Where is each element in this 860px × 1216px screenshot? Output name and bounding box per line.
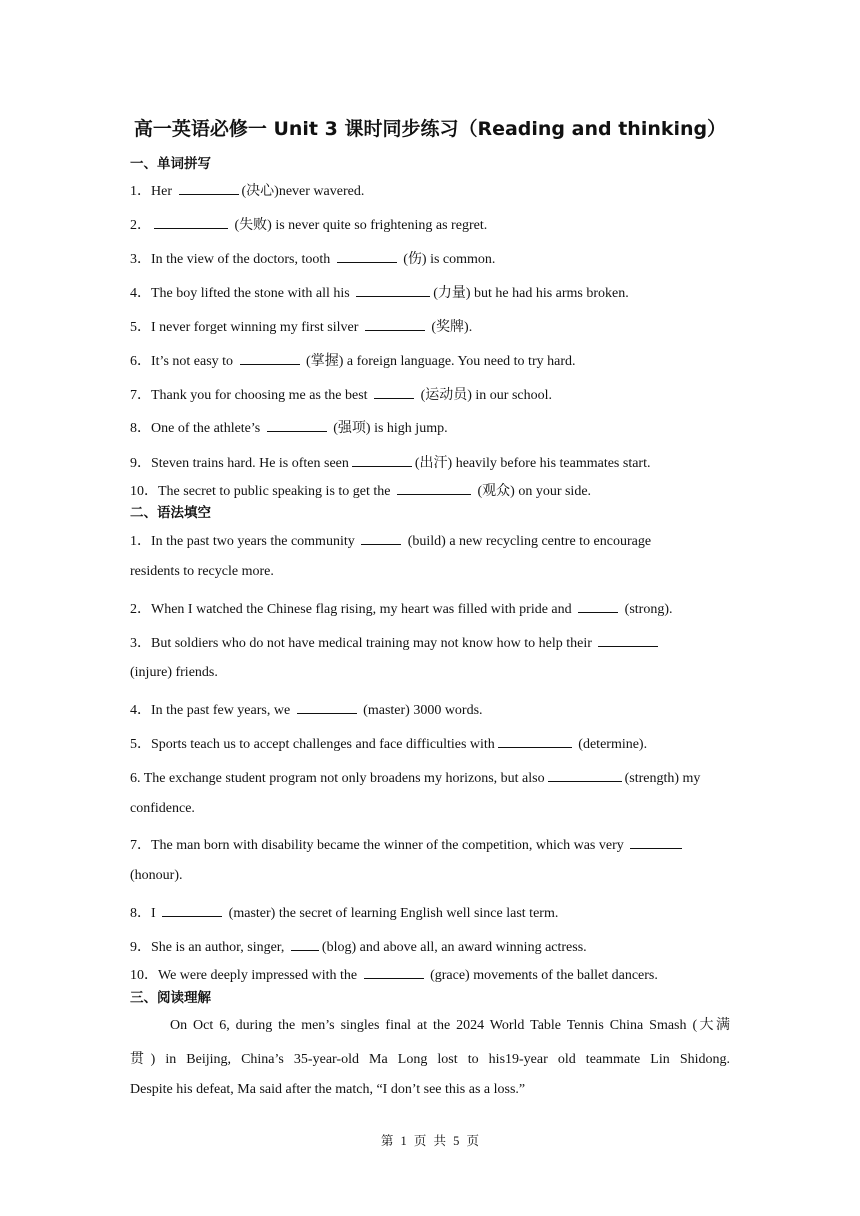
question-line: (honour). [130,868,183,883]
question-line: 5．I never forget winning my first silver (奖牌). [130,316,730,336]
question-line: 10．The secret to public speaking is to get the (观众) on your side. [130,480,730,500]
answer-blank[interactable] [374,384,414,399]
question-line: 10．We were deeply impressed with the (grace) movements of the ballet dancers. [130,964,730,984]
answer-blank[interactable] [240,350,300,365]
section-heading-grammar: 二、语法填空 [130,505,211,521]
answer-blank[interactable] [337,248,397,263]
question-line: 8．One of the athlete’s (强项) is high jump. [130,417,730,437]
question-line: 5．Sports teach us to accept challenges and face difficulties with (determine). [130,733,730,753]
answer-blank[interactable] [162,902,222,917]
question-line: residents to recycle more. [130,564,274,579]
question-line: 8．I (master) the secret of learning English well since last term. [130,902,730,922]
answer-blank[interactable] [365,316,425,331]
question-line: 2．When I watched the Chinese flag rising, my heart was filled with pride and (strong). [130,598,730,618]
answer-blank[interactable] [297,699,357,714]
passage-line: 贯) in Beijing, China’s 35-year-old Ma Long lost to his19-year old teammate Lin Shidong. [130,1052,730,1067]
question-line: 3．But soldiers who do not have medical training may not know how to help their [130,632,730,652]
question-line: 4．In the past few years, we (master) 3000 words. [130,699,730,719]
answer-blank[interactable] [356,282,430,297]
section-heading-reading: 三、阅读理解 [130,990,211,1006]
question-line: confidence. [130,801,195,816]
answer-blank[interactable] [598,632,658,647]
answer-blank[interactable] [179,180,239,195]
question-line: 4．The boy lifted the stone with all his (力量) but he had his arms broken. [130,282,730,302]
question-line: 1．In the past two years the community (build) a new recycling centre to encourage [130,530,730,550]
answer-blank[interactable] [578,598,618,613]
answer-blank[interactable] [154,214,228,229]
answer-blank[interactable] [364,964,424,979]
question-line: 9．She is an author, singer, (blog) and above all, an award winning actress. [130,936,730,956]
question-line: (injure) friends. [130,665,218,680]
section-heading-spelling: 一、单词拼写 [130,156,211,172]
question-line: 7．Thank you for choosing me as the best (运动员) in our school. [130,384,730,404]
passage-line: On Oct 6, during the men’s singles final at the 2024 World Table Tennis China Smash (大满 [170,1018,730,1033]
answer-blank[interactable] [267,417,327,432]
question-line: 7．The man born with disability became the winner of the competition, which was very [130,834,730,854]
answer-blank[interactable] [361,530,401,545]
page-title: 高一英语必修一 Unit 3 课时同步练习（Reading and thinking） [133,118,727,140]
question-line: 1．Her (决心)never wavered. [130,180,730,200]
question-line: 9．Steven trains hard. He is often seen (出汗) heavily before his teammates start. [130,452,730,472]
page-footer: 第 1 页 共 5 页 [380,1134,480,1148]
answer-blank[interactable] [630,834,682,849]
answer-blank[interactable] [397,480,471,495]
question-line: 6．It’s not easy to (掌握) a foreign language. You need to try hard. [130,350,730,370]
answer-blank[interactable] [548,767,622,782]
answer-blank[interactable] [352,452,412,467]
question-line: 3．In the view of the doctors, tooth (伤) is common. [130,248,730,268]
answer-blank[interactable] [291,936,319,951]
question-line: 6. The exchange student program not only broadens my horizons, but also (strength) my [130,767,730,787]
answer-blank[interactable] [498,733,572,748]
question-line: 2． (失败) is never quite so frightening as regret. [130,214,730,234]
passage-line: Despite his defeat, Ma said after the match, “I don’t see this as a loss.” [130,1082,526,1097]
